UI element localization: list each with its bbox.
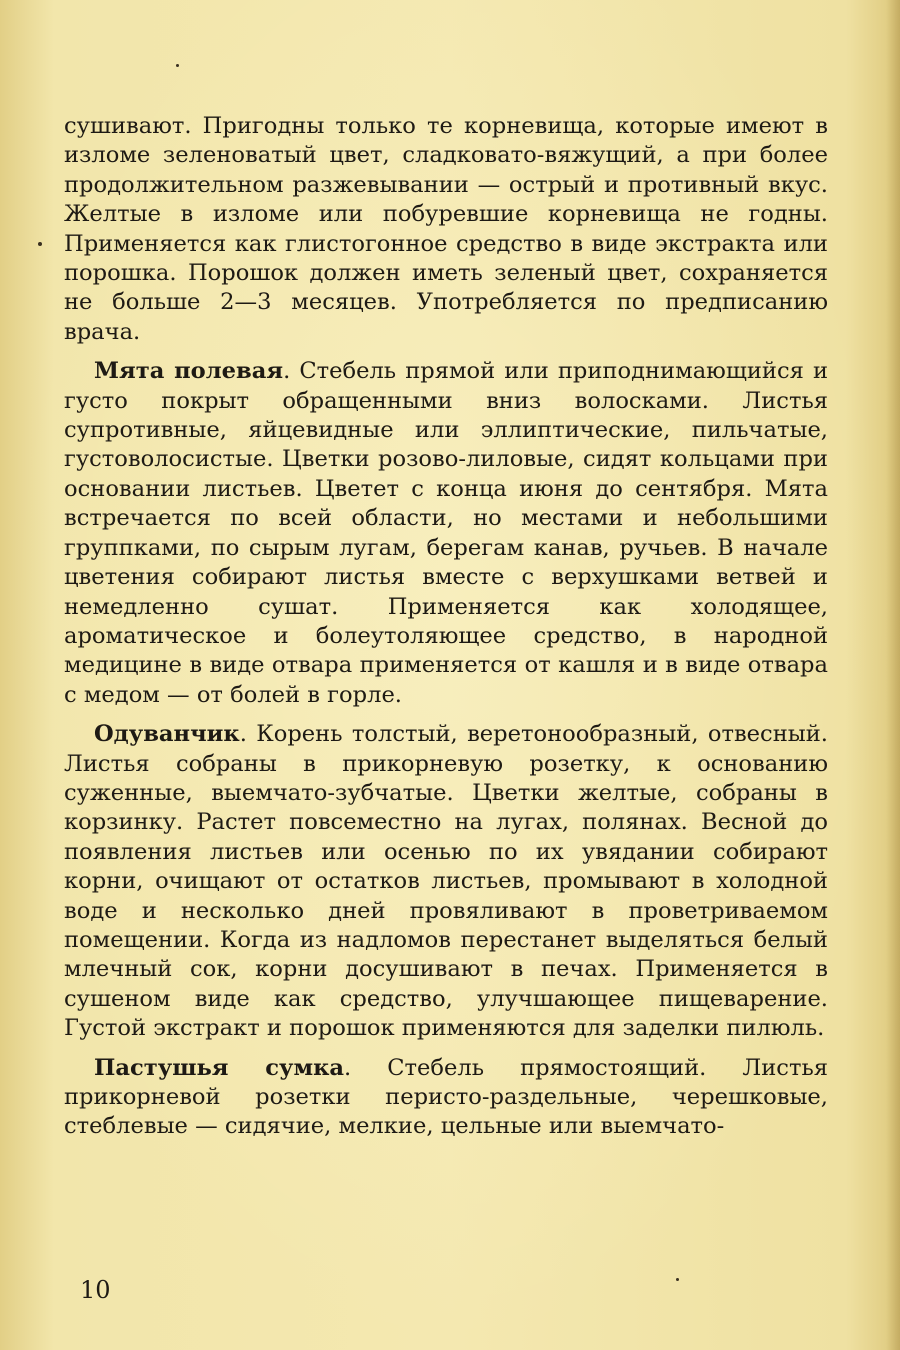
page-number: 10 [80,1276,111,1304]
plant-name-shepherds-purse: Пастушья сумка [94,1054,345,1081]
paragraph-dandelion [64,720,828,1043]
ink-speck [176,64,179,67]
paragraph-licorice-continued [64,112,828,347]
paragraph-shepherds-purse [64,1054,828,1142]
paragraph-text: . Стебель прямой или приподнимающийся и густо покрыт обращенными вниз волосками. Листья супротивные, яйцевидные или эллиптические, пильчатые, густоволосистые. Цветки розово-лиловые, сидят кольцами при основании листьев. Цветет с конца июня до сентября. Мята встречается по всей области, но местами и небольшими группками, по сырым лугам, берегам канав, ручьев. В начале цветения собирают листья вместе с верхушками ветвей и немедленно сушат. Применяется как холодящее, ароматическое и болеутоляющее средство, в народной медицине в виде отвара применяется от кашля и в виде отвара с медом — от болей в горле. [64,358,828,708]
paragraph-text: сушивают. Пригодны только те корневища, которые имеют в изломе зеленоватый цвет, сладковато-вяжущий, а при более продолжительном разжевывании — острый и противный вкус. Желтые в изломе или побуревшие корневища не годны. Применяется как глистогонное средство в виде экстракта или порошка. Порошок должен иметь зеленый цвет, сохраняется не больше 2—3 месяцев. Употребляется по предписанию врача. [64,113,828,345]
paragraph-text: . Корень толстый, веретонообразный, отвесный. Листья собраны в прикорневую розетку, к основанию суженные, выемчато-зубчатые. Цветки желтые, собраны в корзинку. Растет повсеместно на лугах, полянах. Весной до появления листьев или осенью по их увядании собирают корни, очищают от остатков листьев, промывают в холодной воде и несколько дней провяливают в проветриваемом помещении. Когда из надломов перестанет выделяться белый млечный сок, корни досушивают в печах. Применяется в сушеном виде как средство, улучшающее пищеварение. Густой экстракт и порошок применяются для заделки пилюль. [64,721,828,1042]
paragraph-mint [64,357,828,710]
paragraph-text: . Стебель прямостоящий. Листья прикорневой розетки перисто-раздельные, черешковые, стеблевые — сидячие, мелкие, цельные или выемчато- [64,1054,828,1140]
page-edge-shadow [886,0,900,1350]
body-text [64,112,828,1142]
plant-name-dandelion: Одуванчик [94,721,240,748]
plant-name-mint: Мята полевая [94,358,284,385]
ink-speck [676,1278,679,1281]
ink-speck [38,242,42,246]
